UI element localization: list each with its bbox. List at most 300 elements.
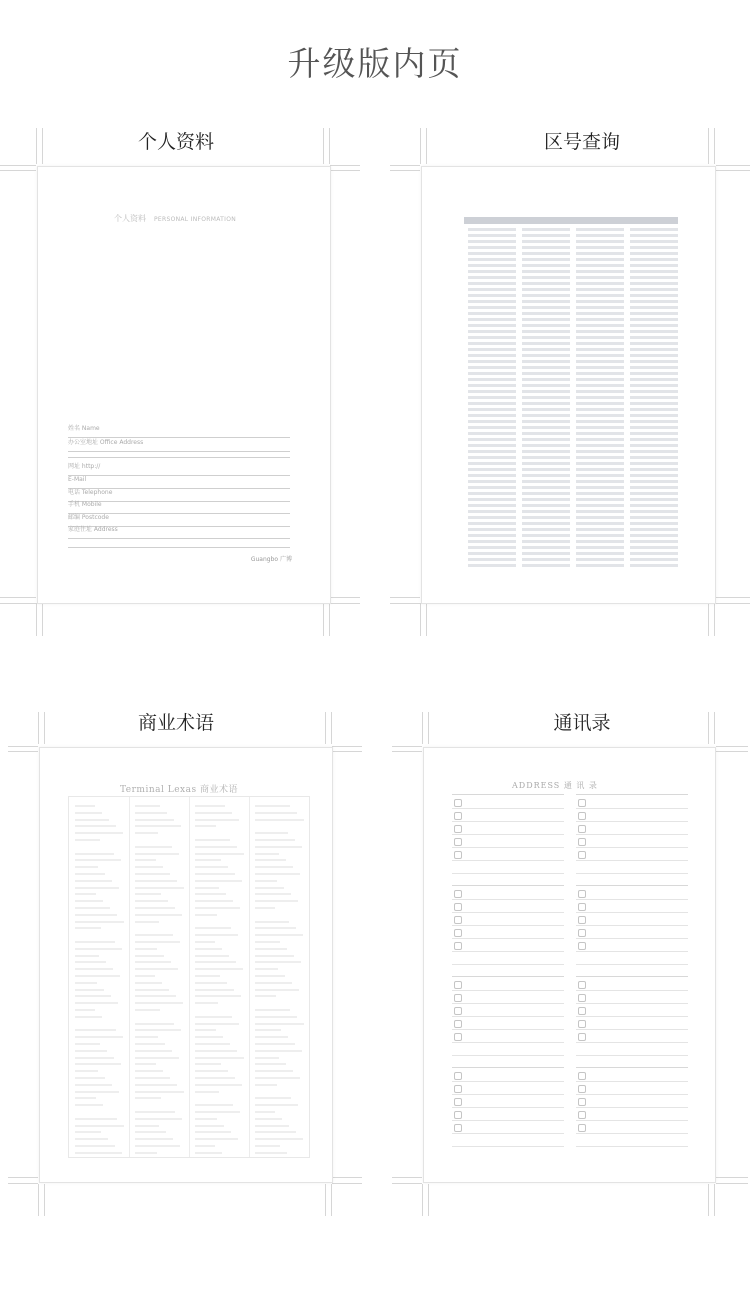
term-row: [135, 1145, 180, 1147]
address-line: [576, 1016, 688, 1017]
contact-field-icon: [578, 890, 586, 898]
area-code-row: [522, 390, 570, 393]
area-code-row: [468, 420, 516, 423]
area-code-row: [522, 480, 570, 483]
term-row: [195, 1131, 231, 1133]
area-code-row: [630, 468, 678, 471]
term-row: [255, 1050, 302, 1052]
term-row: [135, 832, 158, 834]
area-code-row: [522, 384, 570, 387]
area-code-row: [468, 504, 516, 507]
area-code-row: [576, 474, 624, 477]
term-row: [255, 1145, 280, 1147]
address-line: [576, 873, 688, 874]
area-code-row: [630, 414, 678, 417]
area-code-row: [630, 444, 678, 447]
term-row: [195, 941, 215, 943]
field-blank-line: [68, 457, 290, 458]
term-row: [255, 819, 304, 821]
area-code-row: [468, 558, 516, 561]
contact-field-icon: [578, 1085, 586, 1093]
term-row: [195, 853, 244, 855]
address-line: [576, 899, 688, 900]
term-row: [195, 995, 241, 997]
area-code-row: [522, 510, 570, 513]
contact-field-icon: [578, 1098, 586, 1106]
area-code-row: [630, 456, 678, 459]
term-row: [195, 839, 230, 841]
address-line: [576, 860, 688, 861]
contact-field-icon: [454, 799, 462, 807]
area-code-row: [522, 402, 570, 405]
term-row: [195, 825, 216, 827]
contact-field-icon: [454, 1085, 462, 1093]
area-code-row: [630, 294, 678, 297]
field-website: 网址 http://: [68, 461, 290, 476]
term-row: [255, 1070, 293, 1072]
address-line: [452, 873, 564, 874]
area-code-row: [630, 510, 678, 513]
term-row: [75, 1145, 115, 1147]
term-row: [255, 961, 301, 963]
address-line: [576, 1003, 688, 1004]
panel-title-address-book: 通讯录: [553, 712, 611, 734]
term-row: [255, 866, 293, 868]
term-row: [75, 995, 111, 997]
area-column: [520, 225, 572, 570]
term-row: [255, 1097, 291, 1099]
area-code-row: [630, 252, 678, 255]
area-code-row: [468, 432, 516, 435]
area-code-row: [630, 552, 678, 555]
address-title: ADDRESS 通 讯 录: [512, 781, 598, 790]
term-row: [195, 1036, 223, 1038]
area-code-row: [576, 498, 624, 501]
term-row: [255, 893, 291, 895]
term-row: [195, 914, 217, 916]
term-row: [75, 812, 102, 814]
address-entry-block: [576, 885, 688, 976]
contact-field-icon: [454, 1033, 462, 1041]
term-row: [195, 1063, 221, 1065]
term-row: [75, 1050, 107, 1052]
term-row: [195, 1023, 239, 1025]
area-code-row: [576, 492, 624, 495]
term-row: [195, 989, 234, 991]
term-row: [195, 1118, 217, 1120]
term-row: [255, 1036, 288, 1038]
contact-field-icon: [454, 916, 462, 924]
term-row: [255, 1009, 290, 1011]
term-row: [255, 1152, 287, 1154]
term-row: [255, 900, 298, 902]
area-code-row: [630, 342, 678, 345]
address-line: [576, 938, 688, 939]
address-line: [452, 1003, 564, 1004]
area-code-row: [522, 264, 570, 267]
term-row: [135, 873, 170, 875]
area-code-row: [468, 282, 516, 285]
term-row: [75, 1138, 108, 1140]
term-row: [255, 832, 288, 834]
area-code-row: [522, 504, 570, 507]
area-code-row: [468, 336, 516, 339]
term-row: [135, 866, 163, 868]
personal-info-header-cn: 个人资料: [114, 214, 146, 223]
area-code-row: [468, 306, 516, 309]
term-row: [75, 961, 106, 963]
term-row: [195, 1091, 219, 1093]
terms-grid: [68, 796, 310, 1158]
area-code-row: [576, 528, 624, 531]
term-row: [135, 819, 174, 821]
area-code-row: [468, 516, 516, 519]
area-code-row: [576, 384, 624, 387]
field-postcode: 邮编 Postcode: [68, 512, 290, 527]
terms-column-divider: [249, 797, 250, 1157]
term-row: [135, 948, 157, 950]
area-code-row: [468, 378, 516, 381]
term-row: [75, 900, 103, 902]
area-code-row: [522, 318, 570, 321]
brand-logo: Guangbo 广博: [250, 556, 292, 563]
area-code-row: [522, 354, 570, 357]
area-code-row: [576, 444, 624, 447]
term-row: [195, 1084, 242, 1086]
area-column: [628, 225, 680, 570]
term-row: [75, 839, 100, 841]
area-code-row: [468, 492, 516, 495]
term-row: [135, 1125, 159, 1127]
area-code-row: [630, 558, 678, 561]
term-row: [75, 1043, 100, 1045]
term-row: [135, 1002, 183, 1004]
term-row: [255, 1125, 289, 1127]
term-row: [135, 989, 169, 991]
area-code-row: [576, 408, 624, 411]
area-code-row: [468, 348, 516, 351]
contact-field-icon: [454, 981, 462, 989]
term-row: [135, 1118, 182, 1120]
area-code-row: [576, 432, 624, 435]
area-code-row: [630, 324, 678, 327]
area-code-row: [522, 528, 570, 531]
contact-field-icon: [578, 981, 586, 989]
address-line: [452, 1146, 564, 1147]
area-code-row: [522, 492, 570, 495]
area-code-row: [576, 240, 624, 243]
term-row: [255, 975, 285, 977]
area-code-row: [630, 306, 678, 309]
term-row: [135, 1043, 165, 1045]
area-code-row: [468, 474, 516, 477]
contact-field-icon: [454, 1124, 462, 1132]
term-row: [195, 1002, 218, 1004]
term-row: [195, 1016, 232, 1018]
panel-title-area-code: 区号查询: [543, 131, 620, 153]
address-line: [452, 1042, 564, 1043]
contact-field-icon: [578, 994, 586, 1002]
address-column-right: [576, 794, 688, 1158]
term-row: [135, 1036, 158, 1038]
contact-field-icon: [454, 838, 462, 846]
terms-title: Terminal Lexas 商业术语: [120, 785, 238, 795]
area-code-row: [522, 372, 570, 375]
area-code-row: [630, 336, 678, 339]
term-row: [255, 1138, 303, 1140]
term-row: [255, 921, 289, 923]
area-code-row: [630, 450, 678, 453]
area-code-row: [468, 564, 516, 567]
term-row: [195, 907, 240, 909]
area-code-row: [522, 234, 570, 237]
contact-field-icon: [454, 1098, 462, 1106]
contact-field-icon: [454, 1007, 462, 1015]
term-row: [195, 859, 221, 861]
area-code-row: [468, 486, 516, 489]
term-row: [75, 975, 120, 977]
term-row: [195, 927, 231, 929]
term-row: [75, 955, 99, 957]
address-line: [452, 1055, 564, 1056]
term-row: [255, 839, 295, 841]
term-row: [255, 968, 278, 970]
area-code-row: [468, 414, 516, 417]
area-code-row: [576, 318, 624, 321]
term-row: [75, 1091, 119, 1093]
term-row: [75, 1125, 124, 1127]
area-code-row: [576, 420, 624, 423]
term-row: [255, 873, 300, 875]
contact-field-icon: [454, 812, 462, 820]
address-line: [576, 1107, 688, 1108]
area-code-row: [576, 516, 624, 519]
area-table-header: [464, 217, 678, 224]
area-code-row: [522, 348, 570, 351]
term-row: [75, 859, 121, 861]
term-row: [255, 1118, 282, 1120]
area-code-row: [522, 468, 570, 471]
area-code-row: [576, 300, 624, 303]
area-code-row: [522, 414, 570, 417]
term-row: [135, 995, 176, 997]
term-row: [135, 982, 162, 984]
area-code-row: [468, 402, 516, 405]
area-code-row: [630, 384, 678, 387]
area-code-row: [630, 264, 678, 267]
area-code-row: [576, 312, 624, 315]
address-line: [576, 925, 688, 926]
term-row: [75, 893, 96, 895]
term-row: [255, 805, 290, 807]
area-code-row: [630, 240, 678, 243]
address-line: [452, 834, 564, 835]
area-code-row: [576, 450, 624, 453]
area-code-row: [522, 276, 570, 279]
area-code-row: [468, 468, 516, 471]
area-code-row: [576, 360, 624, 363]
area-code-row: [630, 486, 678, 489]
area-code-row: [576, 228, 624, 231]
area-code-row: [630, 366, 678, 369]
term-row: [75, 1063, 121, 1065]
term-row: [195, 975, 220, 977]
field-office-address: 办公室地址 Office Address: [68, 437, 290, 452]
term-row: [75, 968, 113, 970]
area-code-row: [522, 498, 570, 501]
address-line: [452, 899, 564, 900]
area-code-row: [576, 252, 624, 255]
area-code-row: [576, 342, 624, 345]
term-row: [255, 846, 302, 848]
area-code-row: [630, 360, 678, 363]
term-row: [255, 1043, 295, 1045]
personal-info-header-en: PERSONAL INFORMATION: [154, 216, 237, 223]
contact-field-icon: [578, 851, 586, 859]
area-code-row: [630, 534, 678, 537]
term-row: [135, 1050, 172, 1052]
term-row: [135, 1057, 179, 1059]
term-row: [75, 819, 109, 821]
area-code-row: [522, 486, 570, 489]
area-code-row: [468, 546, 516, 549]
area-code-row: [576, 456, 624, 459]
term-row: [135, 853, 179, 855]
term-row: [75, 1152, 122, 1154]
contact-field-icon: [454, 994, 462, 1002]
area-code-row: [468, 234, 516, 237]
term-row: [195, 955, 229, 957]
area-code-row: [630, 246, 678, 249]
term-row: [135, 825, 181, 827]
contact-field-icon: [578, 942, 586, 950]
field-telephone: 电话 Telephone: [68, 487, 290, 502]
term-row: [195, 1029, 216, 1031]
area-code-row: [630, 300, 678, 303]
address-line: [452, 951, 564, 952]
term-row: [255, 1131, 296, 1133]
area-code-row: [576, 462, 624, 465]
area-code-row: [576, 396, 624, 399]
area-code-row: [468, 264, 516, 267]
area-code-row: [522, 270, 570, 273]
area-code-row: [576, 510, 624, 513]
address-line: [576, 847, 688, 848]
area-code-row: [522, 342, 570, 345]
personal-info-header: [114, 213, 236, 224]
area-code-row: [576, 270, 624, 273]
area-code-row: [468, 354, 516, 357]
area-code-row: [468, 396, 516, 399]
area-code-row: [576, 426, 624, 429]
address-line: [576, 834, 688, 835]
term-row: [195, 1070, 228, 1072]
area-code-row: [576, 378, 624, 381]
address-line: [576, 821, 688, 822]
area-code-row: [630, 504, 678, 507]
address-line: [576, 912, 688, 913]
term-row: [255, 887, 284, 889]
term-row: [75, 880, 112, 882]
term-row: [75, 914, 117, 916]
area-code-row: [522, 288, 570, 291]
area-code-row: [630, 318, 678, 321]
term-row: [75, 1057, 114, 1059]
address-line: [452, 912, 564, 913]
area-code-row: [522, 432, 570, 435]
address-line: [452, 1133, 564, 1134]
area-code-row: [576, 288, 624, 291]
area-code-row: [468, 252, 516, 255]
area-code-row: [468, 294, 516, 297]
contact-field-icon: [454, 1111, 462, 1119]
area-code-row: [630, 546, 678, 549]
address-entry-block: [452, 976, 564, 1067]
area-code-row: [468, 426, 516, 429]
area-code-row: [522, 306, 570, 309]
term-row: [135, 846, 172, 848]
term-row: [195, 1043, 230, 1045]
area-code-row: [630, 258, 678, 261]
term-row: [255, 955, 294, 957]
address-entry-block: [576, 1067, 688, 1158]
area-code-row: [630, 282, 678, 285]
address-line: [452, 847, 564, 848]
area-code-row: [522, 336, 570, 339]
term-row: [75, 1070, 98, 1072]
term-row: [195, 887, 219, 889]
term-row: [135, 1084, 177, 1086]
area-code-row: [468, 258, 516, 261]
area-code-row: [522, 228, 570, 231]
area-code-row: [630, 420, 678, 423]
term-row: [135, 805, 160, 807]
contact-field-icon: [578, 799, 586, 807]
contact-field-icon: [578, 903, 586, 911]
area-code-row: [468, 312, 516, 315]
area-code-row: [468, 456, 516, 459]
area-code-row: [522, 522, 570, 525]
area-code-row: [468, 450, 516, 453]
address-line: [576, 1081, 688, 1082]
area-code-row: [630, 564, 678, 567]
term-row: [255, 853, 279, 855]
term-row: [195, 880, 242, 882]
area-code-row: [522, 438, 570, 441]
area-code-row: [630, 528, 678, 531]
term-row: [255, 1104, 298, 1106]
page-address-book: [423, 747, 716, 1183]
term-row: [195, 1104, 233, 1106]
term-row: [195, 1050, 237, 1052]
term-row: [135, 968, 178, 970]
area-code-row: [522, 546, 570, 549]
address-line: [452, 1029, 564, 1030]
area-code-row: [576, 552, 624, 555]
term-row: [75, 1097, 96, 1099]
term-row: [135, 1077, 170, 1079]
address-line: [576, 964, 688, 965]
term-row: [75, 941, 115, 943]
area-code-row: [522, 258, 570, 261]
address-line: [576, 1133, 688, 1134]
area-code-row: [576, 534, 624, 537]
term-row: [75, 1036, 123, 1038]
area-code-row: [468, 438, 516, 441]
term-row: [75, 887, 119, 889]
term-row: [255, 995, 276, 997]
area-code-row: [576, 372, 624, 375]
